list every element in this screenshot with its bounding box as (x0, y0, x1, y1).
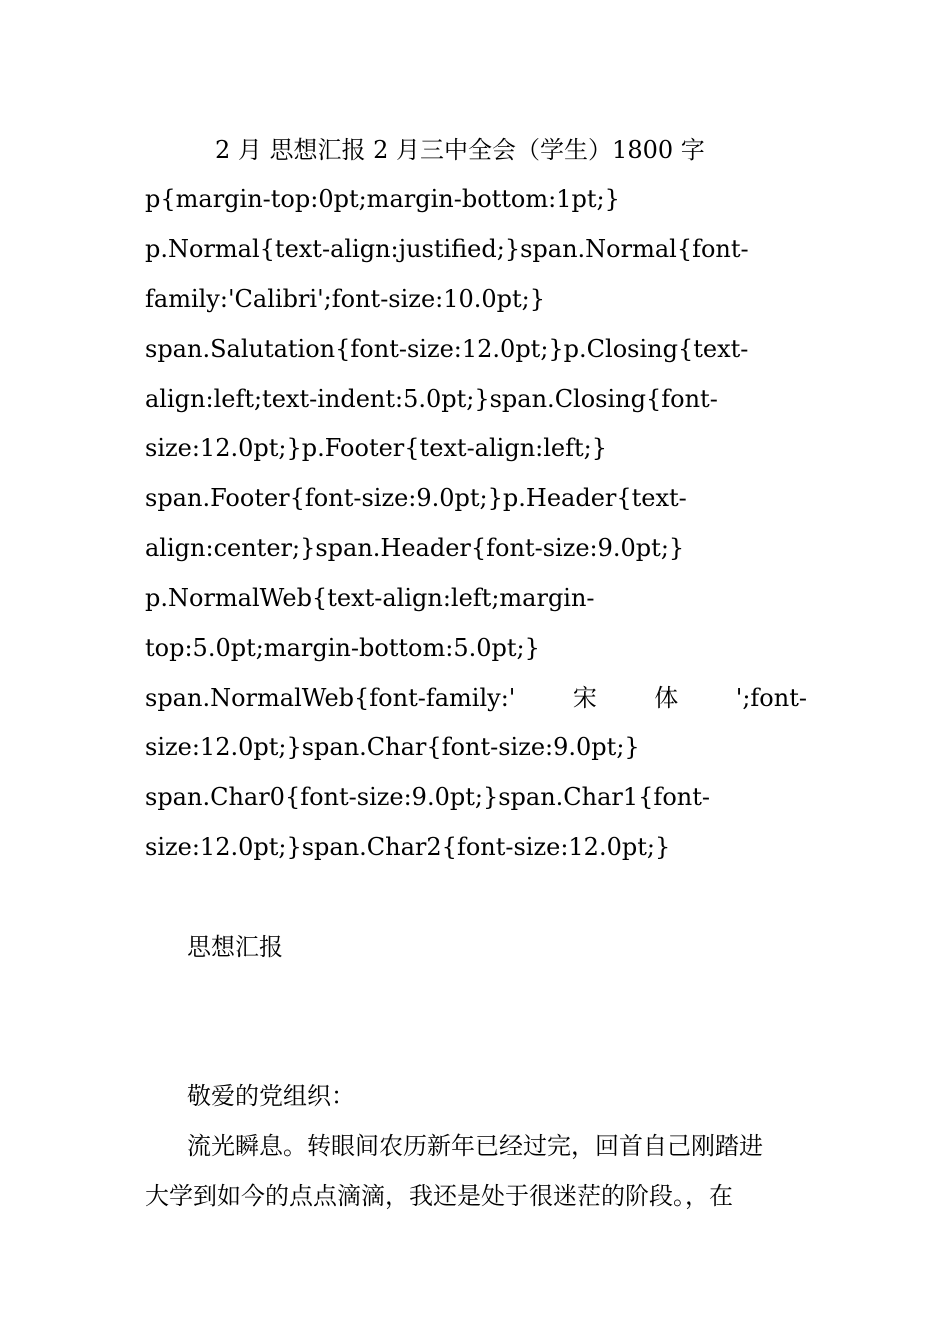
spread-part-4: ';font- (735, 684, 807, 712)
css-line-12: size:12.0pt;}span.Char{font-size:9.0pt;} (145, 733, 640, 761)
css-line-13: span.Char0{font-size:9.0pt;}span.Char1{font- (145, 783, 710, 811)
css-line-10: top:5.0pt;margin-bottom:5.0pt;} (145, 634, 540, 662)
css-line-6: size:12.0pt;}p.Footer{text-align:left;} (145, 434, 608, 462)
spread-part-1: span.NormalWeb{font-family:' (145, 684, 516, 712)
body-line-1: 流光瞬息。转眼间农历新年已经过完，回首自己刚踏进 (187, 1132, 763, 1160)
spread-part-3: 体 (654, 684, 679, 712)
css-line-5: align:left;text-indent:5.0pt;}span.Closing{font- (145, 385, 718, 413)
css-line-3: family:'Calibri';font-size:10.0pt;} (145, 285, 546, 313)
css-line-14: size:12.0pt;}span.Char2{font-size:12.0pt;} (145, 833, 671, 861)
document-title: 2 月 思想汇报 2 月三中全会（学生）1800 字 (215, 136, 705, 164)
css-line-4: span.Salutation{font-size:12.0pt;}p.Closing{text- (145, 335, 749, 363)
css-line-8: align:center;}span.Header{font-size:9.0pt;} (145, 534, 685, 562)
css-line-spread (145, 683, 807, 713)
salutation: 敬爱的党组织： (187, 1082, 355, 1110)
section-heading: 思想汇报 (187, 933, 283, 961)
css-line-2: p.Normal{text-align:justified;}span.Normal{font- (145, 235, 749, 263)
css-line-7: span.Footer{font-size:9.0pt;}p.Header{text- (145, 484, 687, 512)
body-line-2: 大学到如今的点点滴滴，我还是处于很迷茫的阶段。，在 (145, 1182, 733, 1210)
css-line-1: p{margin-top:0pt;margin-bottom:1pt;} (145, 185, 620, 213)
spread-part-2: 宋 (572, 684, 597, 712)
css-line-9: p.NormalWeb{text-align:left;margin- (145, 584, 595, 612)
